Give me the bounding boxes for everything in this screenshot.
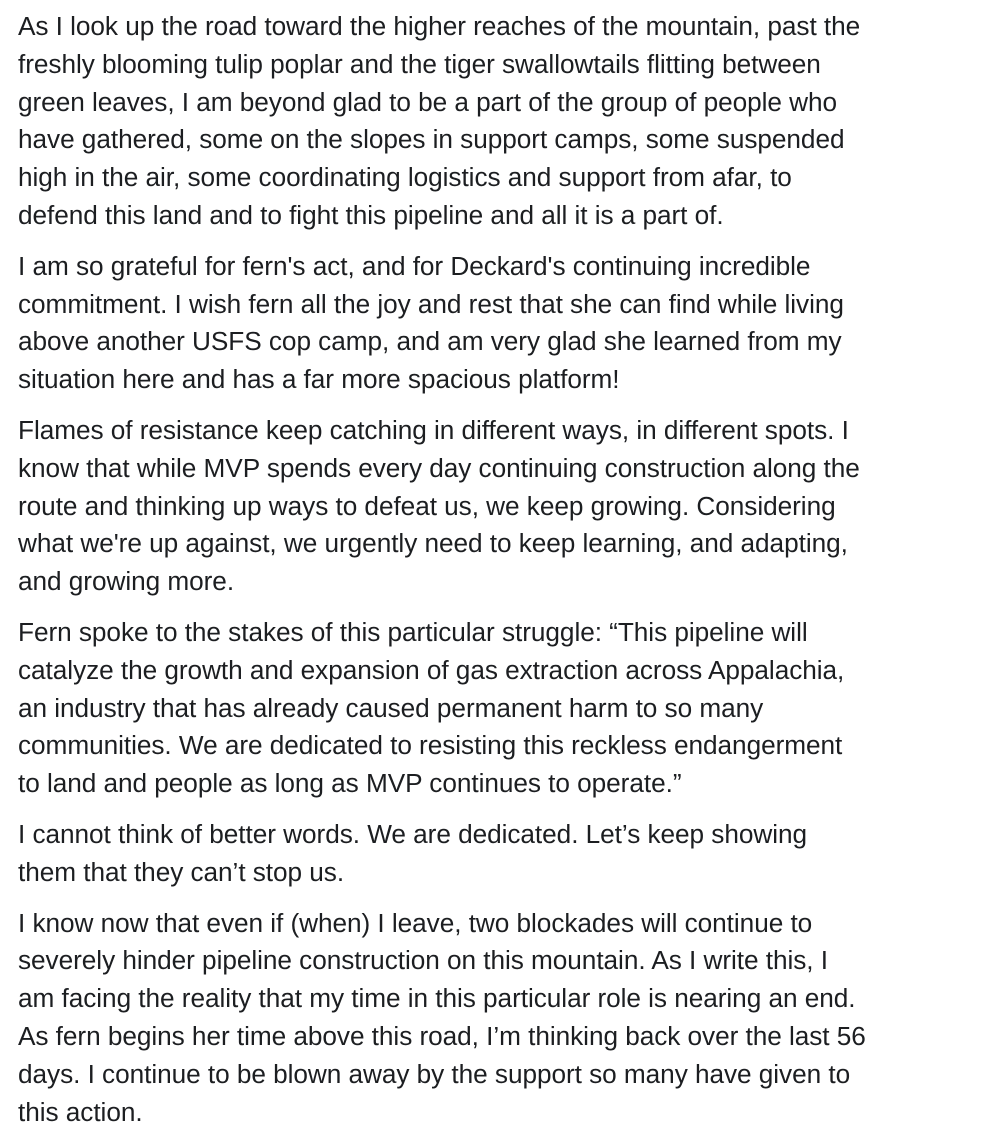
paragraph-line: severely hinder pipeline construction on this mountain. As I write this, I [18,945,828,976]
paragraph-4 [18,614,980,803]
paragraph-line: above another USFS cop camp, and am very glad she learned from my [18,326,842,357]
paragraph-line: to land and people as long as MVP continues to operate.” [18,768,682,799]
paragraph-line: I am so grateful for fern's act, and for Deckard's continuing incredible [18,250,811,281]
paragraph-1 [18,8,980,235]
paragraph-line: Flames of resistance keep catching in different ways, in different spots. I [18,414,849,445]
paragraph-line: freshly blooming tulip poplar and the tiger swallowtails flitting between [18,48,821,79]
paragraph-5 [18,816,980,892]
paragraph-line: know that while MVP spends every day continuing construction along the [18,452,860,483]
post-body [18,8,980,1144]
paragraph-line: commitment. I wish fern all the joy and rest that she can find while living [18,288,844,319]
paragraph-line: defend this land and to fight this pipeline and all it is a part of. [18,199,724,230]
paragraph-line: As fern begins her time above this road, I’m thinking back over the last 56 [18,1020,866,1051]
paragraph-line: them that they can’t stop us. [18,856,345,887]
paragraph-3 [18,412,980,601]
paragraph-line: have gathered, some on the slopes in support camps, some suspended [18,124,845,155]
paragraph-line: situation here and has a far more spacious platform! [18,364,620,395]
paragraph-line: Fern spoke to the stakes of this particular struggle: “This pipeline will [18,616,808,647]
paragraph-line: route and thinking up ways to defeat us, we keep growing. Considering [18,490,836,521]
paragraph-line: days. I continue to be blown away by the support so many have given to [18,1058,851,1089]
paragraph-line: As I look up the road toward the higher reaches of the mountain, past the [18,11,861,41]
paragraph-line: green leaves, I am beyond glad to be a part of the group of people who [18,86,838,117]
paragraph-6 [18,905,980,1132]
paragraph-line: and growing more. [18,566,235,597]
paragraph-line: I know now that even if (when) I leave, two blockades will continue to [18,907,813,938]
paragraph-line: an industry that has already caused permanent harm to so many [18,692,764,723]
paragraph-line: this action. [18,1096,143,1127]
paragraph-line: I cannot think of better words. We are dedicated. Let’s keep showing [18,818,808,849]
paragraph-line: high in the air, some coordinating logistics and support from afar, to [18,162,792,193]
paragraph-line: what we're up against, we urgently need to keep learning, and adapting, [18,528,848,559]
paragraph-2 [18,248,980,399]
paragraph-line: am facing the reality that my time in this particular role is nearing an end. [18,983,856,1014]
paragraph-line: communities. We are dedicated to resisting this reckless endangerment [18,730,843,761]
paragraph-line: catalyze the growth and expansion of gas extraction across Appalachia, [18,654,845,685]
